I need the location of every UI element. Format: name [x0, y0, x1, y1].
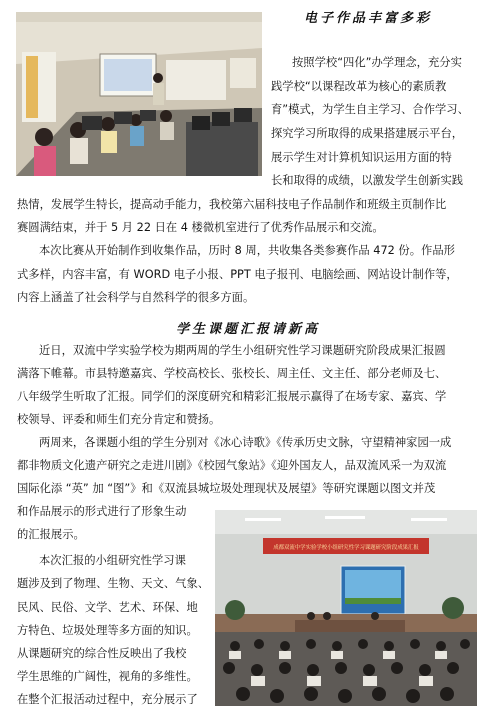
text-line: 题涉及到了物理、生物、天文、气象、	[17, 577, 210, 590]
text-line: 本次比赛从开始制作到收集作品，历时 8 周，共收集各类参赛作品 472 份。作品形	[39, 244, 455, 257]
text-line: 学生思维的广阔性，视角的多维性。	[17, 670, 198, 683]
text-line: 育”模式，为学生自主学习、合作学习、	[271, 103, 469, 116]
computer-lab-photo	[16, 12, 262, 176]
text-line: 内容上涵盖了社会科学与自然科学的很多方面。	[17, 291, 255, 304]
text-line: 民风、民俗、文学、艺术、环保、地	[17, 601, 198, 614]
text-line: 践学校“以课程改革为核心的素质教	[271, 80, 447, 93]
text-line: 方特色、垃圾处理等多方面的知识。	[17, 624, 198, 637]
text-line: 都非物质文化遗产研究之走进川剧》《校园气象站》《迎外国友人，品双流风采一为双流	[17, 459, 447, 472]
text-line: 两周来，各课题小组的学生分别对《冰心诗歌》《传承历史文脉，守望精神家园一成	[39, 436, 452, 449]
text-line: 长和取得的成绩，以激发学生创新实践	[271, 174, 464, 187]
text-line: 满落下帷幕。市县特邀嘉宾、学校高校长、张校长、周主任、文主任、部分老师及七、	[17, 367, 447, 380]
text-line: 校领导、评委和师生们充分肯定和赞扬。	[17, 413, 221, 426]
text-line: 在整个汇报活动过程中，充分展示了	[17, 693, 198, 706]
text-line: 从课题研究的综合性反映出了我校	[17, 647, 187, 660]
text-line: 国际化添 “英” 加 “图”》和《双流县城垃圾处理现状及展望》等研究课题以图文并茂	[17, 482, 436, 495]
text-line: 探究学习所取得的成果搭建展示平台，	[271, 127, 464, 140]
text-line: 式多样，内容丰富，有 WORD 电子小报、PPT 电子报刊、电脑绘画、网站设计制作等，	[17, 268, 458, 281]
report-meeting-photo	[215, 510, 477, 706]
text-line: 按照学校“四化”办学理念，充分实	[292, 56, 462, 69]
text-line: 展示学生对计算机知识运用方面的特	[271, 151, 452, 164]
text-line: 近日，双流中学实验学校为期两周的学生小组研究性学习课题研究阶段成果汇报圆	[39, 344, 446, 357]
text-line: 的汇报展示。	[17, 528, 85, 541]
text-line: 热情，发展学生特长，提高动手能力，我校第六届科技电子作品制作和班级主页制作比	[17, 198, 447, 211]
text-line: 本次汇报的小组研究性学习课	[39, 554, 186, 567]
stage-banner: 成都双流中学实验学校小组研究性学习课题研究阶段成果汇报	[273, 545, 419, 551]
text-line: 赛圆满结束，并于 5 月 22 日在 4 楼微机室进行了优秀作品展示和交流。	[17, 221, 384, 234]
text-line: 八年级学生听取了汇报。同学们的深度研究和精彩汇报展示赢得了在场专家、嘉宾、学	[17, 390, 447, 403]
text-line: 和作品展示的形式进行了形象生动	[17, 505, 187, 518]
section-title-electronic-works: 电子作品丰富多彩	[304, 11, 433, 26]
section-title-student-projects: 学生课题汇报请新高	[176, 322, 321, 337]
